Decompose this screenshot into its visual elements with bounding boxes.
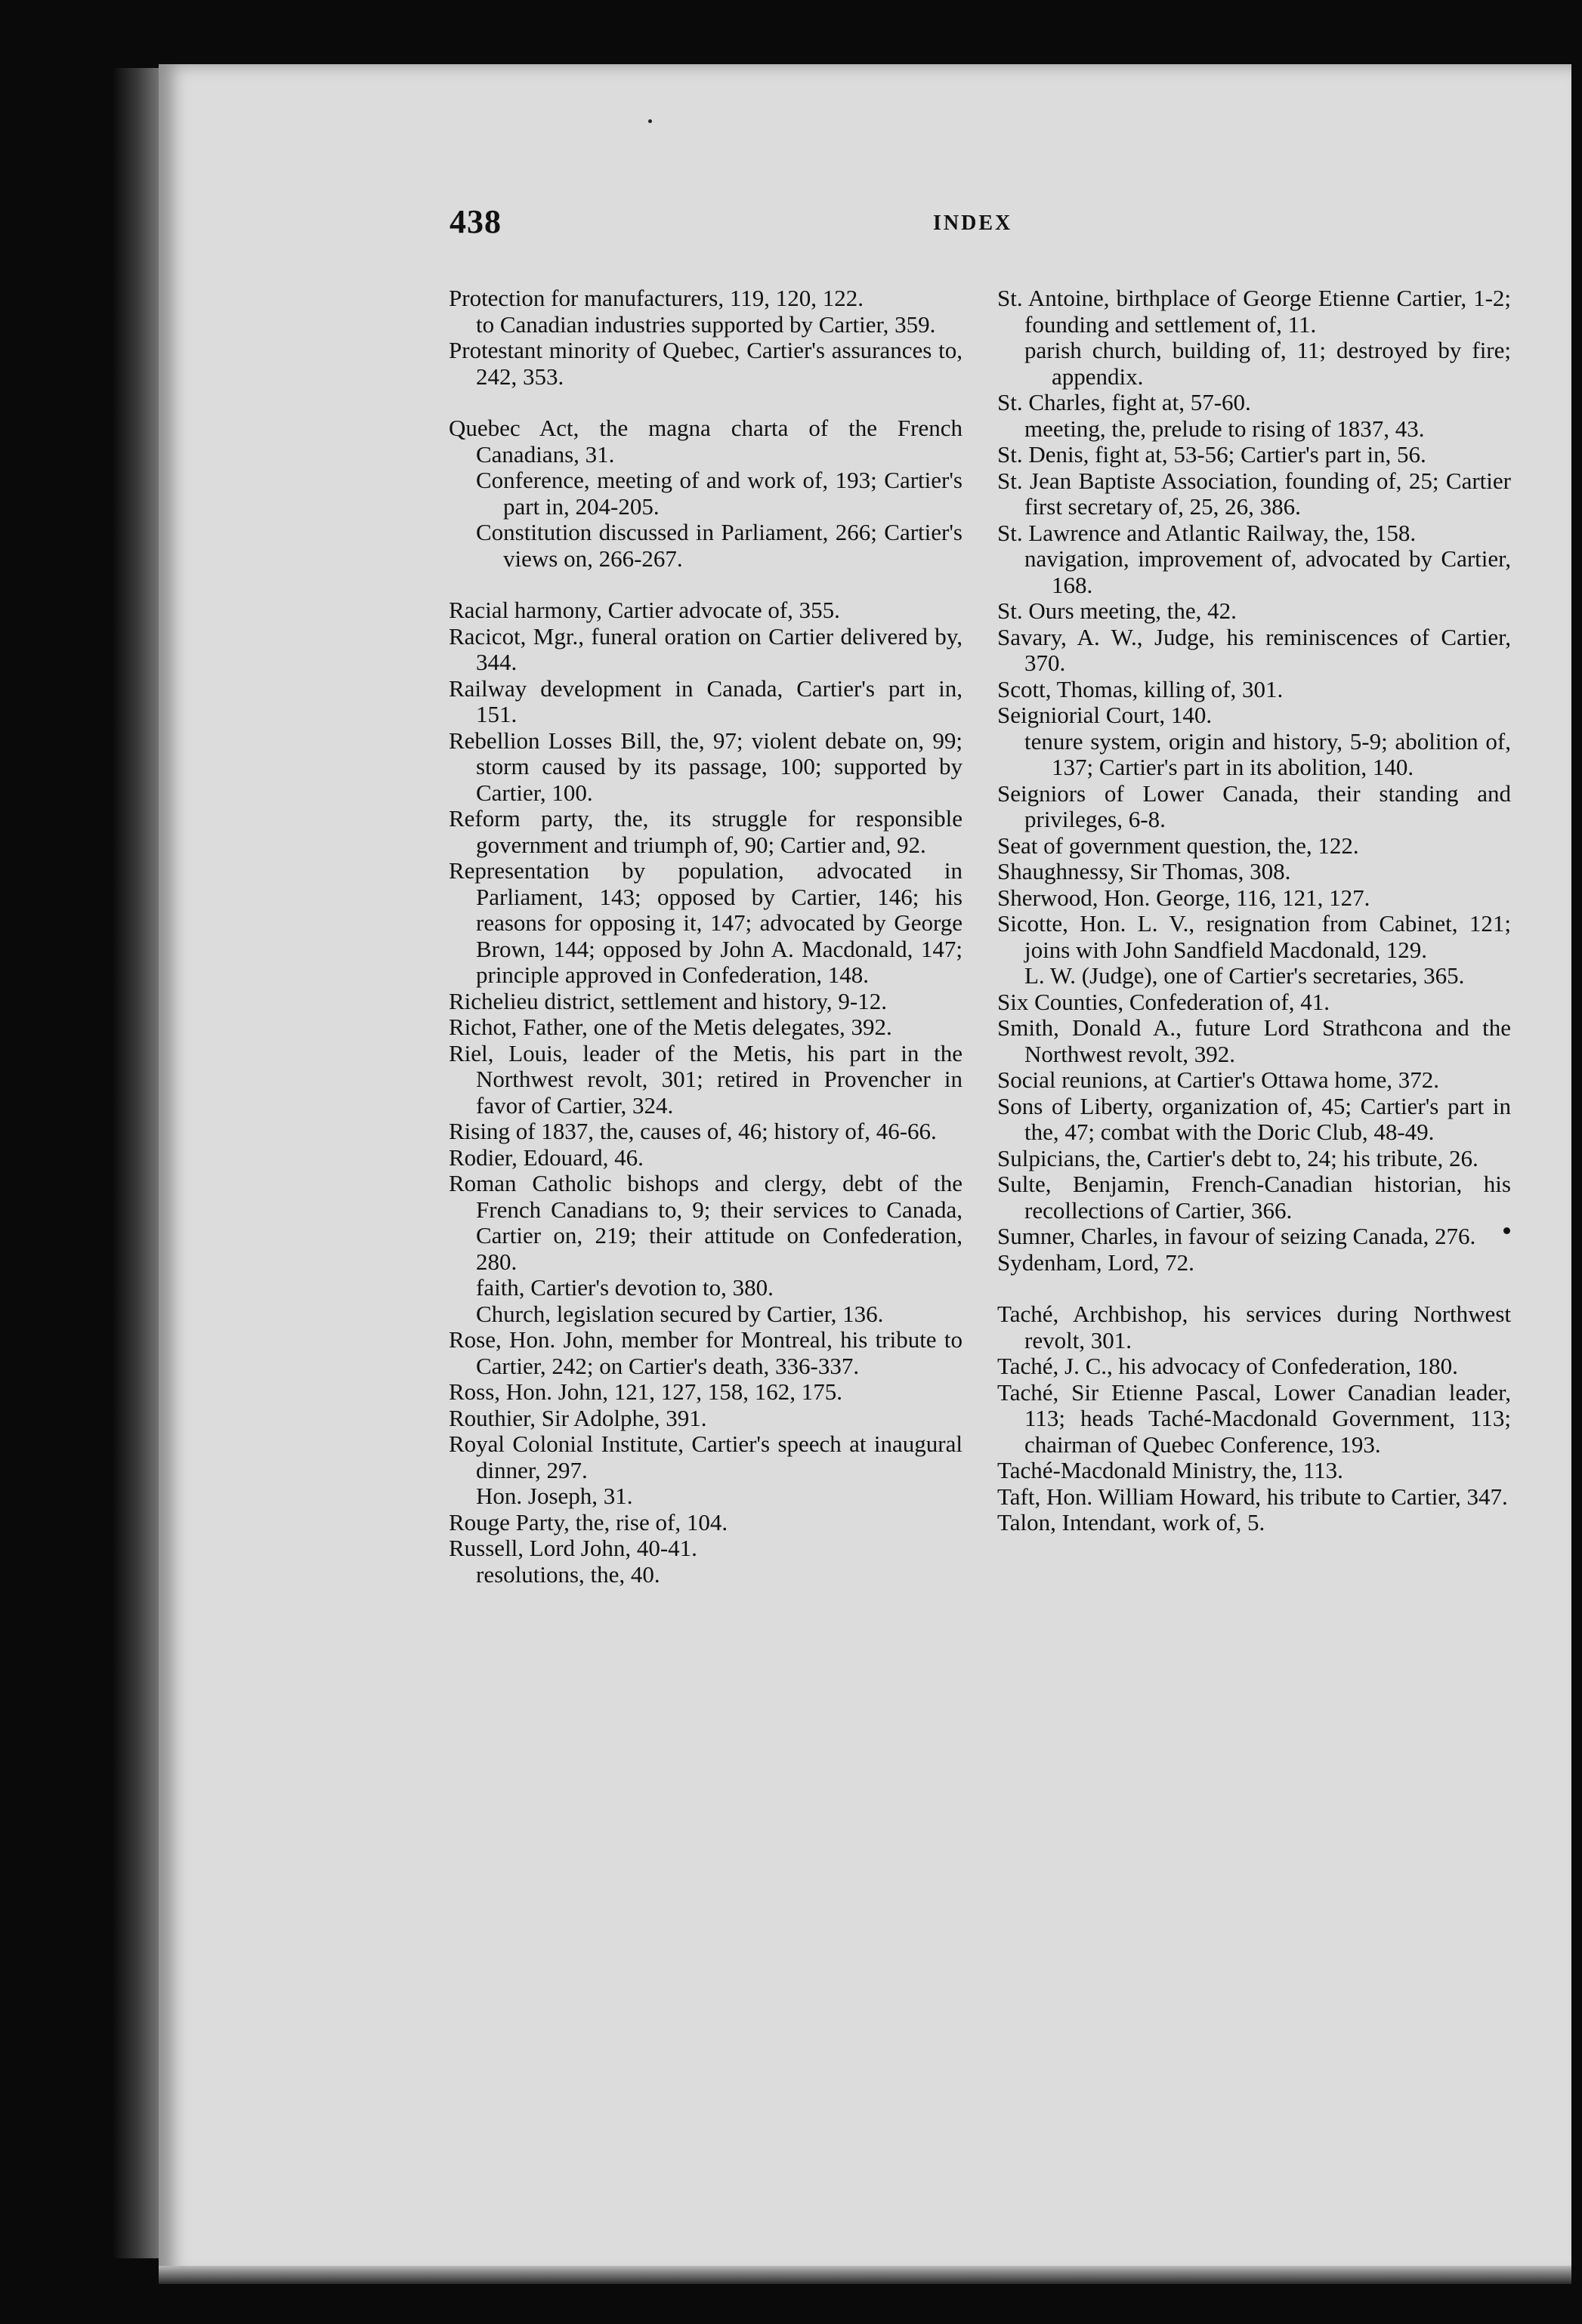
index-subentry: resolutions, the, 40. [476,1560,660,1588]
index-subentry: Constitution discussed in Parliament, 266; Cartier's views on, 266-267. [476,519,962,572]
index-entry: Six Counties, Confederation of, 41. [997,988,1330,1015]
index-entry: Talon, Intendant, work of, 5. [997,1509,1265,1535]
index-entry: Racial harmony, Cartier advocate of, 355. [449,597,840,623]
index-entry: Roman Catholic bishops and clergy, debt of the French Canadians to, 9; their services to Canada, Cartier on, 219; their attitude on Confederation, 280. [449,1170,962,1275]
index-subentry: L. W. (Judge), one of Cartier's secretaries, 365. [1024,962,1465,989]
index-entry: Smith, Donald A., future Lord Strathcona and the Northwest revolt, 392. [997,1014,1511,1067]
index-entry: Savary, A. W., Judge, his reminiscences of Cartier, 370. [997,623,1511,676]
index-entry: Protestant minority of Quebec, Cartier's assurances to, 242, 353. [449,337,962,390]
index-entry: Sons of Liberty, organization of, 45; Cartier's part in the, 47; combat with the Doric Club, 48-49. [997,1092,1511,1145]
index-entry: Social reunions, at Cartier's Ottawa home, 372. [997,1066,1439,1093]
index-entry: Russell, Lord John, 40-41. [449,1535,697,1561]
index-entry: Routhier, Sir Adolphe, 391. [449,1404,707,1431]
index-entry: Riel, Louis, leader of the Metis, his part in the Northwest revolt, 301; retired in Provencher in favor of Cartier, 324. [449,1039,962,1119]
index-entry: Rose, Hon. John, member for Montreal, his tribute to Cartier, 242; on Cartier's death, 336-337. [449,1326,962,1379]
index-entry: Richelieu district, settlement and history, 9-12. [449,987,887,1014]
index-subentry: to Canadian industries supported by Cartier, 359. [476,310,936,338]
index-entry: Rouge Party, the, rise of, 104. [449,1508,728,1535]
index-entry: St. Jean Baptiste Association, founding of, 25; Cartier first secretary of, 25, 26, 386. [997,467,1511,520]
index-entry: Quebec Act, the magna charta of the French Canadians, 31. [449,415,962,468]
index-entry: Seigniorial Court, 140. [997,702,1213,728]
index-entry: Royal Colonial Institute, Cartier's speech at inaugural dinner, 297. [449,1431,962,1483]
index-entry: St. Denis, fight at, 53-56; Cartier's part in, 56. [997,441,1426,468]
index-entry: Protection for manufacturers, 119, 120, 122. [449,285,864,311]
index-subentry: Conference, meeting of and work of, 193; Cartier's part in, 204-205. [476,467,962,520]
index-entry: Rising of 1837, the, causes of, 46; history of, 46-66. [449,1118,937,1144]
index-entry: Taché, J. C., his advocacy of Confederation, 180. [997,1353,1458,1379]
index-subentry: meeting, the, prelude to rising of 1837, 43. [1024,415,1425,442]
index-entry: Seat of government question, the, 122. [997,832,1359,859]
index-entry: Reform party, the, its struggle for responsible government and triumph of, 90; Cartier and, 92. [449,805,962,858]
page-header [450,202,1503,248]
index-entry: St. Antoine, birthplace of George Etienne Cartier, 1-2; founding and settlement of, 11. [997,285,1511,338]
index-entry: Sicotte, Hon. L. V., resignation from Cabinet, 121; joins with John Sandfield Macdonald, 129. [997,910,1511,963]
index-entry: Ross, Hon. John, 121, 127, 158, 162, 175. [449,1378,843,1405]
index-subentry: Hon. Joseph, 31. [476,1483,633,1509]
index-subentry: faith, Cartier's devotion to, 380. [476,1274,774,1301]
index-entry: Sulpicians, the, Cartier's debt to, 24; his tribute, 26. [997,1144,1478,1171]
index-subentry: tenure system, origin and history, 5-9; abolition of, 137; Cartier's part in its abolition, 140. [1024,727,1511,780]
index-entry: Shaughnessy, Sir Thomas, 308. [997,858,1291,884]
index-entry: Taché, Archbishop, his services during Northwest revolt, 301. [997,1301,1511,1353]
index-entry: Sydenham, Lord, 72. [997,1248,1194,1276]
index-subentry: parish church, building of, 11; destroyed by fire; appendix. [1024,337,1511,390]
index-entry: Racicot, Mgr., funeral oration on Cartier delivered by, 344. [449,622,962,675]
index-entry: Taché, Sir Etienne Pascal, Lower Canadian leader, 113; heads Taché-Macdonald Government, 113; chairman of Quebec Conference, 193. [997,1378,1511,1458]
index-entry: St. Lawrence and Atlantic Railway, the, 158. [997,519,1417,546]
index-entry: St. Charles, fight at, 57-60. [997,389,1251,415]
index-entry: Sulte, Benjamin, French-Canadian historian, his recollections of Cartier, 366. [997,1171,1511,1224]
index-column-right [997,285,1511,1536]
index-entry: Sherwood, Hon. George, 116, 121, 127. [997,884,1370,911]
index-entry: Scott, Thomas, killing of, 301. [997,675,1284,702]
index-entry: Taché-Macdonald Ministry, the, 113. [997,1457,1343,1483]
index-entry: Sumner, Charles, in favour of seizing Canada, 276. [997,1223,1476,1249]
index-entry: Rebellion Losses Bill, the, 97; violent debate on, 99; storm caused by its passage, 100; supported by Cartier, 100. [449,727,962,806]
index-subentry: navigation, improvement of, advocated by Cartier, 168. [1024,545,1511,598]
index-entry: Representation by population, advocated in Parliament, 143; opposed by Cartier, 146; his reasons for opposing it, 147; advocated by George Brown, 144; opposed by John A. Macdonald, 147; principle approved in Confederation, 148. [449,857,962,988]
index-entry: Seigniors of Lower Canada, their standing and privileges, 6-8. [997,779,1511,832]
dust-speck [648,119,652,123]
running-head: INDEX [933,211,1013,235]
index-subentry: Church, legislation secured by Cartier, 136. [476,1300,884,1327]
index-column-left [449,285,962,1588]
index-entry: Taft, Hon. William Howard, his tribute to Cartier, 347. [997,1483,1508,1510]
page-bottom-edge [159,2266,1571,2284]
page-number: 438 [450,203,502,240]
index-entry: Railway development in Canada, Cartier's part in, 151. [449,674,962,727]
index-entry: St. Ours meeting, the, 42. [997,597,1237,624]
index-entry: Rodier, Edouard, 46. [449,1143,644,1171]
index-entry: Richot, Father, one of the Metis delegates, 392. [449,1014,892,1040]
